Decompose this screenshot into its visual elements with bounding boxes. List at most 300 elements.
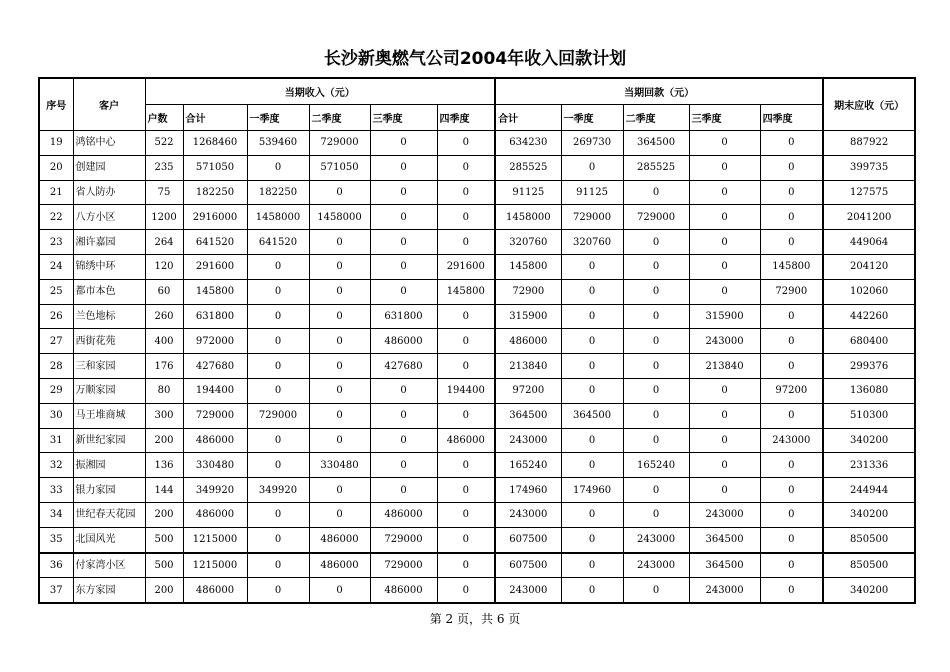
header-receivable: 期末应收（元） (823, 78, 915, 131)
cell-seq: 37 (39, 578, 73, 603)
cell-payment-q3: 0 (689, 428, 760, 453)
cell-customer: 鸿铭中心 (73, 131, 145, 156)
cell-seq: 19 (39, 131, 73, 156)
cell-income-q2: 486000 (309, 527, 370, 552)
cell-income-q4: 0 (437, 205, 495, 230)
cell-income-q4: 0 (437, 155, 495, 180)
cell-receivable: 442260 (823, 304, 915, 329)
cell-payment-q2: 0 (623, 304, 689, 329)
cell-households: 400 (145, 329, 183, 354)
table-row (39, 453, 915, 478)
cell-receivable: 887922 (823, 131, 915, 156)
cell-payment-q4: 243000 (760, 428, 823, 453)
cell-seq: 32 (39, 453, 73, 478)
cell-payment-q2: 0 (623, 428, 689, 453)
cell-income-q1: 641520 (247, 230, 309, 255)
cell-payment-total: 91125 (495, 180, 561, 205)
cell-payment-q4: 0 (760, 578, 823, 603)
cell-payment-q2: 0 (623, 378, 689, 403)
cell-receivable: 340200 (823, 428, 915, 453)
cell-payment-q2: 0 (623, 279, 689, 304)
cell-payment-q2: 364500 (623, 131, 689, 156)
cell-income-q3: 729000 (370, 553, 437, 578)
header-income-q4: 四季度 (437, 105, 495, 131)
cell-income-total: 145800 (183, 279, 247, 304)
cell-income-q4: 0 (437, 230, 495, 255)
cell-households: 60 (145, 279, 183, 304)
cell-payment-q4: 0 (760, 180, 823, 205)
cell-receivable: 2041200 (823, 205, 915, 230)
table-row (39, 478, 915, 503)
cell-income-q2: 330480 (309, 453, 370, 478)
cell-households: 200 (145, 578, 183, 603)
cell-seq: 27 (39, 329, 73, 354)
cell-receivable: 399735 (823, 155, 915, 180)
cell-receivable: 299376 (823, 354, 915, 379)
cell-payment-total: 72900 (495, 279, 561, 304)
cell-payment-q4: 0 (760, 478, 823, 503)
cell-payment-q1: 729000 (561, 205, 623, 230)
cell-payment-total: 320760 (495, 230, 561, 255)
cell-seq: 25 (39, 279, 73, 304)
cell-income-total: 972000 (183, 329, 247, 354)
cell-payment-q2: 0 (623, 230, 689, 255)
cell-households: 264 (145, 230, 183, 255)
cell-payment-q4: 0 (760, 553, 823, 578)
cell-households: 144 (145, 478, 183, 503)
cell-income-total: 349920 (183, 478, 247, 503)
cell-income-q1: 349920 (247, 478, 309, 503)
cell-income-q2: 0 (309, 478, 370, 503)
cell-payment-q2: 0 (623, 502, 689, 527)
cell-payment-q1: 91125 (561, 180, 623, 205)
cell-income-q4: 0 (437, 527, 495, 552)
cell-payment-q3: 0 (689, 131, 760, 156)
cell-receivable: 340200 (823, 502, 915, 527)
cell-households: 300 (145, 403, 183, 428)
cell-income-total: 1215000 (183, 553, 247, 578)
cell-income-q1: 0 (247, 553, 309, 578)
cell-payment-q2: 0 (623, 180, 689, 205)
cell-customer: 创建园 (73, 155, 145, 180)
table-body (39, 131, 915, 604)
table-row (39, 527, 915, 552)
cell-households: 75 (145, 180, 183, 205)
cell-income-q2: 0 (309, 578, 370, 603)
cell-income-total: 2916000 (183, 205, 247, 230)
cell-payment-q3: 243000 (689, 329, 760, 354)
header-payment-total: 合计 (495, 105, 561, 131)
cell-households: 200 (145, 428, 183, 453)
cell-income-q3: 427680 (370, 354, 437, 379)
cell-seq: 29 (39, 378, 73, 403)
cell-payment-q4: 0 (760, 329, 823, 354)
header-seq: 序号 (39, 78, 73, 131)
cell-income-q4: 0 (437, 180, 495, 205)
cell-seq: 36 (39, 553, 73, 578)
cell-income-q4: 0 (437, 304, 495, 329)
cell-income-q1: 0 (247, 502, 309, 527)
cell-payment-q4: 72900 (760, 279, 823, 304)
cell-seq: 33 (39, 478, 73, 503)
table-row (39, 279, 915, 304)
cell-income-q3: 0 (370, 155, 437, 180)
cell-income-q3: 631800 (370, 304, 437, 329)
cell-income-total: 486000 (183, 428, 247, 453)
cell-seq: 20 (39, 155, 73, 180)
table-row (39, 378, 915, 403)
cell-income-total: 631800 (183, 304, 247, 329)
cell-income-total: 182250 (183, 180, 247, 205)
cell-income-q1: 0 (247, 453, 309, 478)
cell-customer: 省人防办 (73, 180, 145, 205)
cell-payment-q2: 243000 (623, 527, 689, 552)
cell-payment-total: 1458000 (495, 205, 561, 230)
cell-payment-q3: 0 (689, 254, 760, 279)
cell-income-q4: 194400 (437, 378, 495, 403)
header-income-q1: 一季度 (247, 105, 309, 131)
cell-customer: 兰色地标 (73, 304, 145, 329)
cell-income-q3: 486000 (370, 578, 437, 603)
table-row (39, 428, 915, 453)
cell-seq: 21 (39, 180, 73, 205)
cell-payment-q1: 174960 (561, 478, 623, 503)
cell-households: 176 (145, 354, 183, 379)
cell-receivable: 244944 (823, 478, 915, 503)
cell-payment-q3: 0 (689, 205, 760, 230)
cell-customer: 付家湾小区 (73, 553, 145, 578)
cell-payment-q4: 0 (760, 527, 823, 552)
cell-income-q2: 0 (309, 304, 370, 329)
cell-customer: 世纪春天花园 (73, 502, 145, 527)
cell-income-total: 427680 (183, 354, 247, 379)
table-row (39, 354, 915, 379)
cell-customer: 北国风光 (73, 527, 145, 552)
cell-income-total: 194400 (183, 378, 247, 403)
header-income-total: 合计 (183, 105, 247, 131)
cell-households: 136 (145, 453, 183, 478)
cell-customer: 马王堆商城 (73, 403, 145, 428)
cell-receivable: 850500 (823, 527, 915, 552)
cell-households: 120 (145, 254, 183, 279)
cell-payment-q3: 0 (689, 478, 760, 503)
header-income-q3: 三季度 (370, 105, 437, 131)
cell-income-q1: 0 (247, 354, 309, 379)
cell-payment-q3: 0 (689, 279, 760, 304)
cell-payment-q2: 0 (623, 329, 689, 354)
cell-income-total: 729000 (183, 403, 247, 428)
cell-income-total: 1215000 (183, 527, 247, 552)
cell-payment-q3: 243000 (689, 502, 760, 527)
cell-payment-q3: 0 (689, 155, 760, 180)
cell-income-q1: 0 (247, 578, 309, 603)
cell-payment-q3: 364500 (689, 527, 760, 552)
cell-payment-q3: 0 (689, 180, 760, 205)
cell-households: 260 (145, 304, 183, 329)
income-payment-table (38, 77, 916, 604)
cell-receivable: 127575 (823, 180, 915, 205)
cell-customer: 西街花苑 (73, 329, 145, 354)
cell-payment-total: 285525 (495, 155, 561, 180)
cell-payment-q2: 165240 (623, 453, 689, 478)
cell-customer: 三和家园 (73, 354, 145, 379)
cell-payment-q3: 243000 (689, 578, 760, 603)
cell-payment-q1: 0 (561, 254, 623, 279)
cell-payment-q3: 0 (689, 403, 760, 428)
header-customer: 客户 (73, 78, 145, 131)
cell-income-q1: 0 (247, 329, 309, 354)
cell-payment-q1: 0 (561, 155, 623, 180)
cell-payment-q1: 320760 (561, 230, 623, 255)
header-households: 户数 (145, 105, 183, 131)
cell-payment-q1: 0 (561, 453, 623, 478)
cell-income-q1: 1458000 (247, 205, 309, 230)
cell-income-q2: 0 (309, 502, 370, 527)
cell-income-total: 330480 (183, 453, 247, 478)
cell-income-q1: 0 (247, 304, 309, 329)
cell-income-q4: 0 (437, 403, 495, 428)
cell-payment-q2: 243000 (623, 553, 689, 578)
cell-payment-q4: 0 (760, 403, 823, 428)
cell-income-q2: 0 (309, 329, 370, 354)
cell-income-q1: 0 (247, 254, 309, 279)
cell-households: 500 (145, 527, 183, 552)
table-row (39, 578, 915, 603)
cell-income-q2: 0 (309, 180, 370, 205)
cell-payment-q2: 0 (623, 403, 689, 428)
cell-payment-q3: 0 (689, 453, 760, 478)
page-footer: 第 2 页，共 6 页 (429, 612, 521, 626)
cell-income-q1: 539460 (247, 131, 309, 156)
cell-payment-q1: 0 (561, 553, 623, 578)
table-row (39, 502, 915, 527)
cell-payment-total: 315900 (495, 304, 561, 329)
cell-payment-q4: 0 (760, 230, 823, 255)
cell-income-q3: 0 (370, 254, 437, 279)
cell-payment-q4: 0 (760, 304, 823, 329)
cell-income-q4: 0 (437, 502, 495, 527)
cell-seq: 35 (39, 527, 73, 552)
cell-customer: 东方家园 (73, 578, 145, 603)
cell-payment-q1: 0 (561, 527, 623, 552)
cell-customer: 都市本色 (73, 279, 145, 304)
cell-payment-q4: 0 (760, 131, 823, 156)
table-row (39, 403, 915, 428)
cell-income-q4: 0 (437, 131, 495, 156)
cell-households: 500 (145, 553, 183, 578)
cell-income-q1: 729000 (247, 403, 309, 428)
cell-income-q1: 0 (247, 155, 309, 180)
table-row (39, 180, 915, 205)
cell-payment-total: 243000 (495, 502, 561, 527)
cell-receivable: 680400 (823, 329, 915, 354)
cell-income-q1: 0 (247, 527, 309, 552)
cell-payment-q1: 0 (561, 329, 623, 354)
cell-income-q2: 0 (309, 354, 370, 379)
cell-payment-q1: 0 (561, 279, 623, 304)
cell-income-q3: 486000 (370, 329, 437, 354)
table-row (39, 230, 915, 255)
cell-payment-q2: 0 (623, 578, 689, 603)
cell-income-q4: 486000 (437, 428, 495, 453)
cell-income-total: 291600 (183, 254, 247, 279)
cell-households: 235 (145, 155, 183, 180)
cell-income-q4: 0 (437, 354, 495, 379)
cell-payment-total: 243000 (495, 428, 561, 453)
cell-income-q2: 0 (309, 378, 370, 403)
cell-payment-total: 607500 (495, 553, 561, 578)
cell-payment-total: 213840 (495, 354, 561, 379)
cell-income-q2: 486000 (309, 553, 370, 578)
cell-households: 1200 (145, 205, 183, 230)
cell-income-q4: 0 (437, 578, 495, 603)
cell-income-q4: 0 (437, 478, 495, 503)
cell-payment-q4: 0 (760, 205, 823, 230)
cell-receivable: 136080 (823, 378, 915, 403)
cell-payment-q2: 285525 (623, 155, 689, 180)
cell-income-total: 1268460 (183, 131, 247, 156)
cell-payment-total: 97200 (495, 378, 561, 403)
cell-payment-q4: 0 (760, 155, 823, 180)
cell-seq: 23 (39, 230, 73, 255)
header-payment-q2: 二季度 (623, 105, 689, 131)
cell-payment-total: 364500 (495, 403, 561, 428)
table-row (39, 131, 915, 156)
cell-income-q3: 0 (370, 131, 437, 156)
cell-payment-q4: 0 (760, 502, 823, 527)
table-row (39, 205, 915, 230)
cell-income-q2: 1458000 (309, 205, 370, 230)
cell-income-q3: 0 (370, 478, 437, 503)
cell-income-q3: 0 (370, 279, 437, 304)
cell-payment-q4: 0 (760, 453, 823, 478)
header-income-group: 当期收入（元） (145, 78, 495, 105)
cell-seq: 22 (39, 205, 73, 230)
cell-seq: 24 (39, 254, 73, 279)
cell-income-q2: 0 (309, 254, 370, 279)
cell-payment-q2: 0 (623, 354, 689, 379)
table-row (39, 304, 915, 329)
cell-payment-q1: 0 (561, 378, 623, 403)
cell-payment-q4: 97200 (760, 378, 823, 403)
cell-payment-q4: 0 (760, 354, 823, 379)
cell-payment-q2: 0 (623, 478, 689, 503)
cell-receivable: 340200 (823, 578, 915, 603)
cell-income-q4: 145800 (437, 279, 495, 304)
header-payment-group: 当期回款（元） (495, 78, 823, 105)
cell-seq: 28 (39, 354, 73, 379)
cell-income-q2: 0 (309, 279, 370, 304)
header-payment-q3: 三季度 (689, 105, 760, 131)
cell-seq: 26 (39, 304, 73, 329)
header-payment-q1: 一季度 (561, 105, 623, 131)
table-row (39, 329, 915, 354)
cell-income-total: 571050 (183, 155, 247, 180)
cell-income-q4: 291600 (437, 254, 495, 279)
cell-receivable: 510300 (823, 403, 915, 428)
cell-receivable: 850500 (823, 553, 915, 578)
cell-seq: 30 (39, 403, 73, 428)
cell-income-total: 641520 (183, 230, 247, 255)
header-income-q2: 二季度 (309, 105, 370, 131)
cell-households: 80 (145, 378, 183, 403)
cell-payment-total: 607500 (495, 527, 561, 552)
cell-income-q3: 0 (370, 180, 437, 205)
cell-income-q2: 0 (309, 403, 370, 428)
cell-customer: 振湘园 (73, 453, 145, 478)
cell-income-q2: 729000 (309, 131, 370, 156)
cell-payment-total: 486000 (495, 329, 561, 354)
cell-income-q3: 0 (370, 453, 437, 478)
cell-customer: 八方小区 (73, 205, 145, 230)
cell-income-q3: 729000 (370, 527, 437, 552)
cell-income-q3: 0 (370, 428, 437, 453)
table-row (39, 553, 915, 578)
cell-payment-q3: 0 (689, 230, 760, 255)
cell-income-q3: 486000 (370, 502, 437, 527)
cell-income-q4: 0 (437, 553, 495, 578)
cell-payment-q3: 0 (689, 378, 760, 403)
cell-customer: 锦绣中环 (73, 254, 145, 279)
cell-income-q1: 0 (247, 428, 309, 453)
header-payment-q4: 四季度 (760, 105, 823, 131)
cell-payment-total: 243000 (495, 578, 561, 603)
cell-payment-q2: 0 (623, 254, 689, 279)
cell-receivable: 204120 (823, 254, 915, 279)
cell-payment-q1: 0 (561, 304, 623, 329)
cell-payment-q1: 0 (561, 502, 623, 527)
cell-payment-total: 165240 (495, 453, 561, 478)
cell-customer: 湘许嘉园 (73, 230, 145, 255)
cell-payment-q1: 269730 (561, 131, 623, 156)
cell-payment-q1: 0 (561, 428, 623, 453)
cell-income-total: 486000 (183, 502, 247, 527)
cell-income-q3: 0 (370, 230, 437, 255)
cell-receivable: 231336 (823, 453, 915, 478)
cell-income-q1: 0 (247, 378, 309, 403)
cell-income-q3: 0 (370, 403, 437, 428)
cell-income-q3: 0 (370, 378, 437, 403)
cell-seq: 31 (39, 428, 73, 453)
table-row (39, 254, 915, 279)
cell-households: 522 (145, 131, 183, 156)
cell-payment-q4: 145800 (760, 254, 823, 279)
page-title: 长沙新奥燃气公司2004年收入回款计划 (323, 49, 627, 69)
cell-seq: 34 (39, 502, 73, 527)
cell-payment-total: 145800 (495, 254, 561, 279)
cell-payment-q3: 315900 (689, 304, 760, 329)
cell-income-q2: 0 (309, 230, 370, 255)
cell-payment-total: 634230 (495, 131, 561, 156)
cell-income-q4: 0 (437, 329, 495, 354)
cell-payment-q2: 729000 (623, 205, 689, 230)
cell-customer: 万顺家园 (73, 378, 145, 403)
cell-income-q2: 571050 (309, 155, 370, 180)
cell-payment-q3: 364500 (689, 553, 760, 578)
cell-income-q4: 0 (437, 453, 495, 478)
cell-payment-q1: 0 (561, 354, 623, 379)
cell-payment-q1: 364500 (561, 403, 623, 428)
table-row (39, 155, 915, 180)
cell-payment-total: 174960 (495, 478, 561, 503)
cell-households: 200 (145, 502, 183, 527)
cell-income-q3: 0 (370, 205, 437, 230)
cell-income-q1: 0 (247, 279, 309, 304)
cell-income-q1: 182250 (247, 180, 309, 205)
cell-payment-q3: 213840 (689, 354, 760, 379)
cell-receivable: 102060 (823, 279, 915, 304)
cell-income-total: 486000 (183, 578, 247, 603)
